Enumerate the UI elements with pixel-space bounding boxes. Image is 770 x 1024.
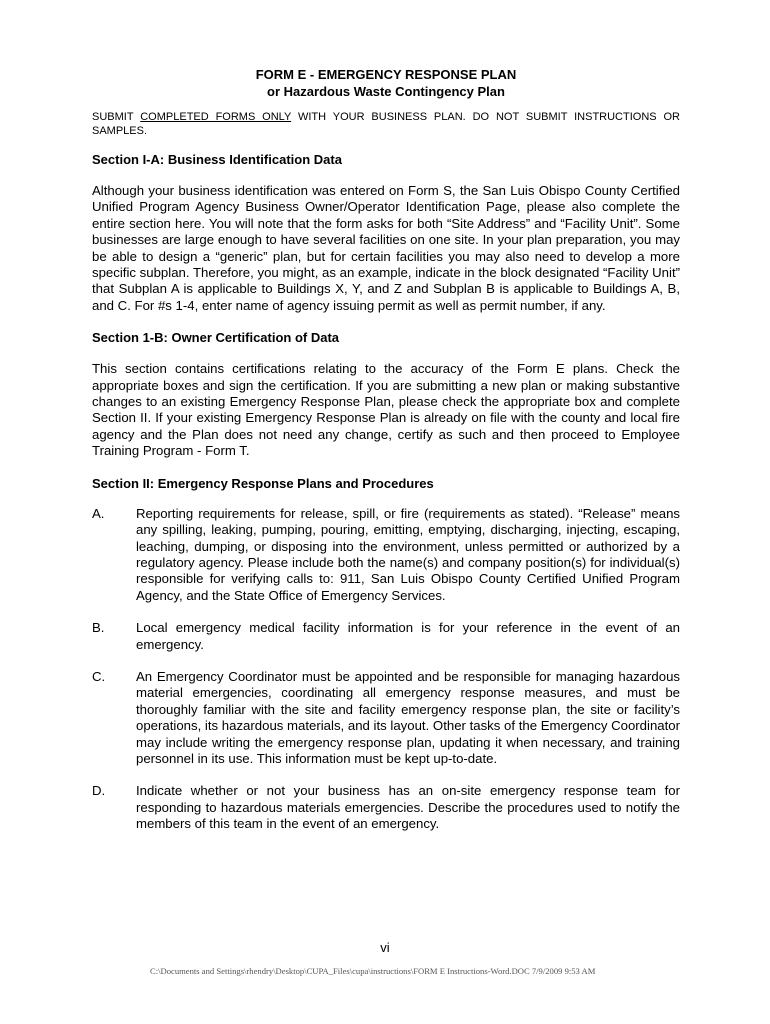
list-item-c bbox=[92, 669, 680, 767]
list-item-a bbox=[92, 506, 680, 604]
item-letter: D. bbox=[92, 783, 106, 799]
document-page bbox=[92, 66, 680, 833]
section-1a-heading: Section I-A: Business Identification Data bbox=[92, 152, 342, 167]
item-text: Local emergency medical facility information is for your reference in the event of an emergency. bbox=[136, 620, 680, 652]
item-text: Reporting requirements for release, spill, or fire (requirements as stated). “Release” means any spilling, leaking, pumping, pouring, emitting, emptying, discharging, injecting, escaping, leaching, dumping, or disposing into the environment, unless permitted or authorized by a regulatory agency. Please include both the name(s) and company position(s) for individual(s) responsible for verifying calls to: 911, San Luis Obispo County Certified Unified Program Agency, and the State Office of Emergency Services. bbox=[136, 505, 680, 603]
item-letter: C. bbox=[92, 668, 106, 684]
submit-instructions bbox=[92, 110, 680, 138]
list-item-b bbox=[92, 620, 680, 653]
submit-prefix: SUBMIT bbox=[92, 111, 141, 123]
footer-file-path: C:\Documents and Settings\rhendry\Desktop\CUPA_Files\cupa\instructions\FORM E Instructions-Word.DOC 7/9/2009 9:53 AM bbox=[150, 966, 596, 976]
list-item-d bbox=[92, 783, 680, 832]
page-number: vi bbox=[380, 940, 390, 955]
form-subtitle: or Hazardous Waste Contingency Plan bbox=[267, 84, 505, 99]
item-text: Indicate whether or not your business has an on-site emergency response team for responding to hazardous materials emergencies. Describe the procedures used to notify the members of this team in the event of an emergency. bbox=[136, 783, 680, 832]
form-title: FORM E - EMERGENCY RESPONSE PLAN bbox=[255, 67, 517, 82]
section-1b-body: This section contains certifications relating to the accuracy of the Form E plans. Check the appropriate boxes and sign the certification. If you are submitting a new plan or making substantive changes to an existing Emergency Response Plan, please check the appropriate box and complete Section II. If your existing Emergency Response Plan is already on file with the county and local fire agency and the Plan does not need any change, certify as such and then proceed to Employee Training Program - Form T. bbox=[92, 361, 680, 459]
section-1b-heading: Section 1-B: Owner Certification of Data bbox=[92, 330, 340, 346]
item-text: An Emergency Coordinator must be appointed and be responsible for managing hazardous material emergencies, coordinating all emergency response measures, and must be thoroughly familiar with the site and facility emergency response plan, the site or facility’s operations, its hazardous materials, and its layout. Other tasks of the Emergency Coordinator may include writing the emergency response plan, updating it when necessary, and training personnel in its use. This information must be kept up-to-date. bbox=[136, 668, 680, 766]
section-2-heading: Section II: Emergency Response Plans and Procedures bbox=[92, 475, 434, 491]
section-1a-body: Although your business identification was entered on Form S, the San Luis Obispo County Certified Unified Program Agency Business Owner/Operator Identification Page, please also complete the entire section here. You will note that the form asks for both “Site Address” and “Facility Unit”. Some businesses are large enough to have several facilities on one site. In your plan preparation, you may be able to design a “generic” plan, but for certain facilities you may also need to develop a more specific subplan. Therefore, you might, as an example, indicate in the block designated “Facility Unit” that Subplan A is applicable to Buildings X, Y, and Z and Subplan B is applicable to Buildings A, B, and C. For #s 1-4, enter name of agency issuing permit as well as permit number, if any. bbox=[92, 183, 680, 313]
item-letter: A. bbox=[92, 505, 105, 521]
submit-suffix: WITH YOUR BUSINESS PLAN. DO NOT SUBMIT INSTRUCTIONS OR SAMPLES. bbox=[92, 111, 680, 137]
item-letter: B. bbox=[92, 620, 105, 636]
submit-underlined: COMPLETED FORMS ONLY bbox=[140, 111, 292, 123]
